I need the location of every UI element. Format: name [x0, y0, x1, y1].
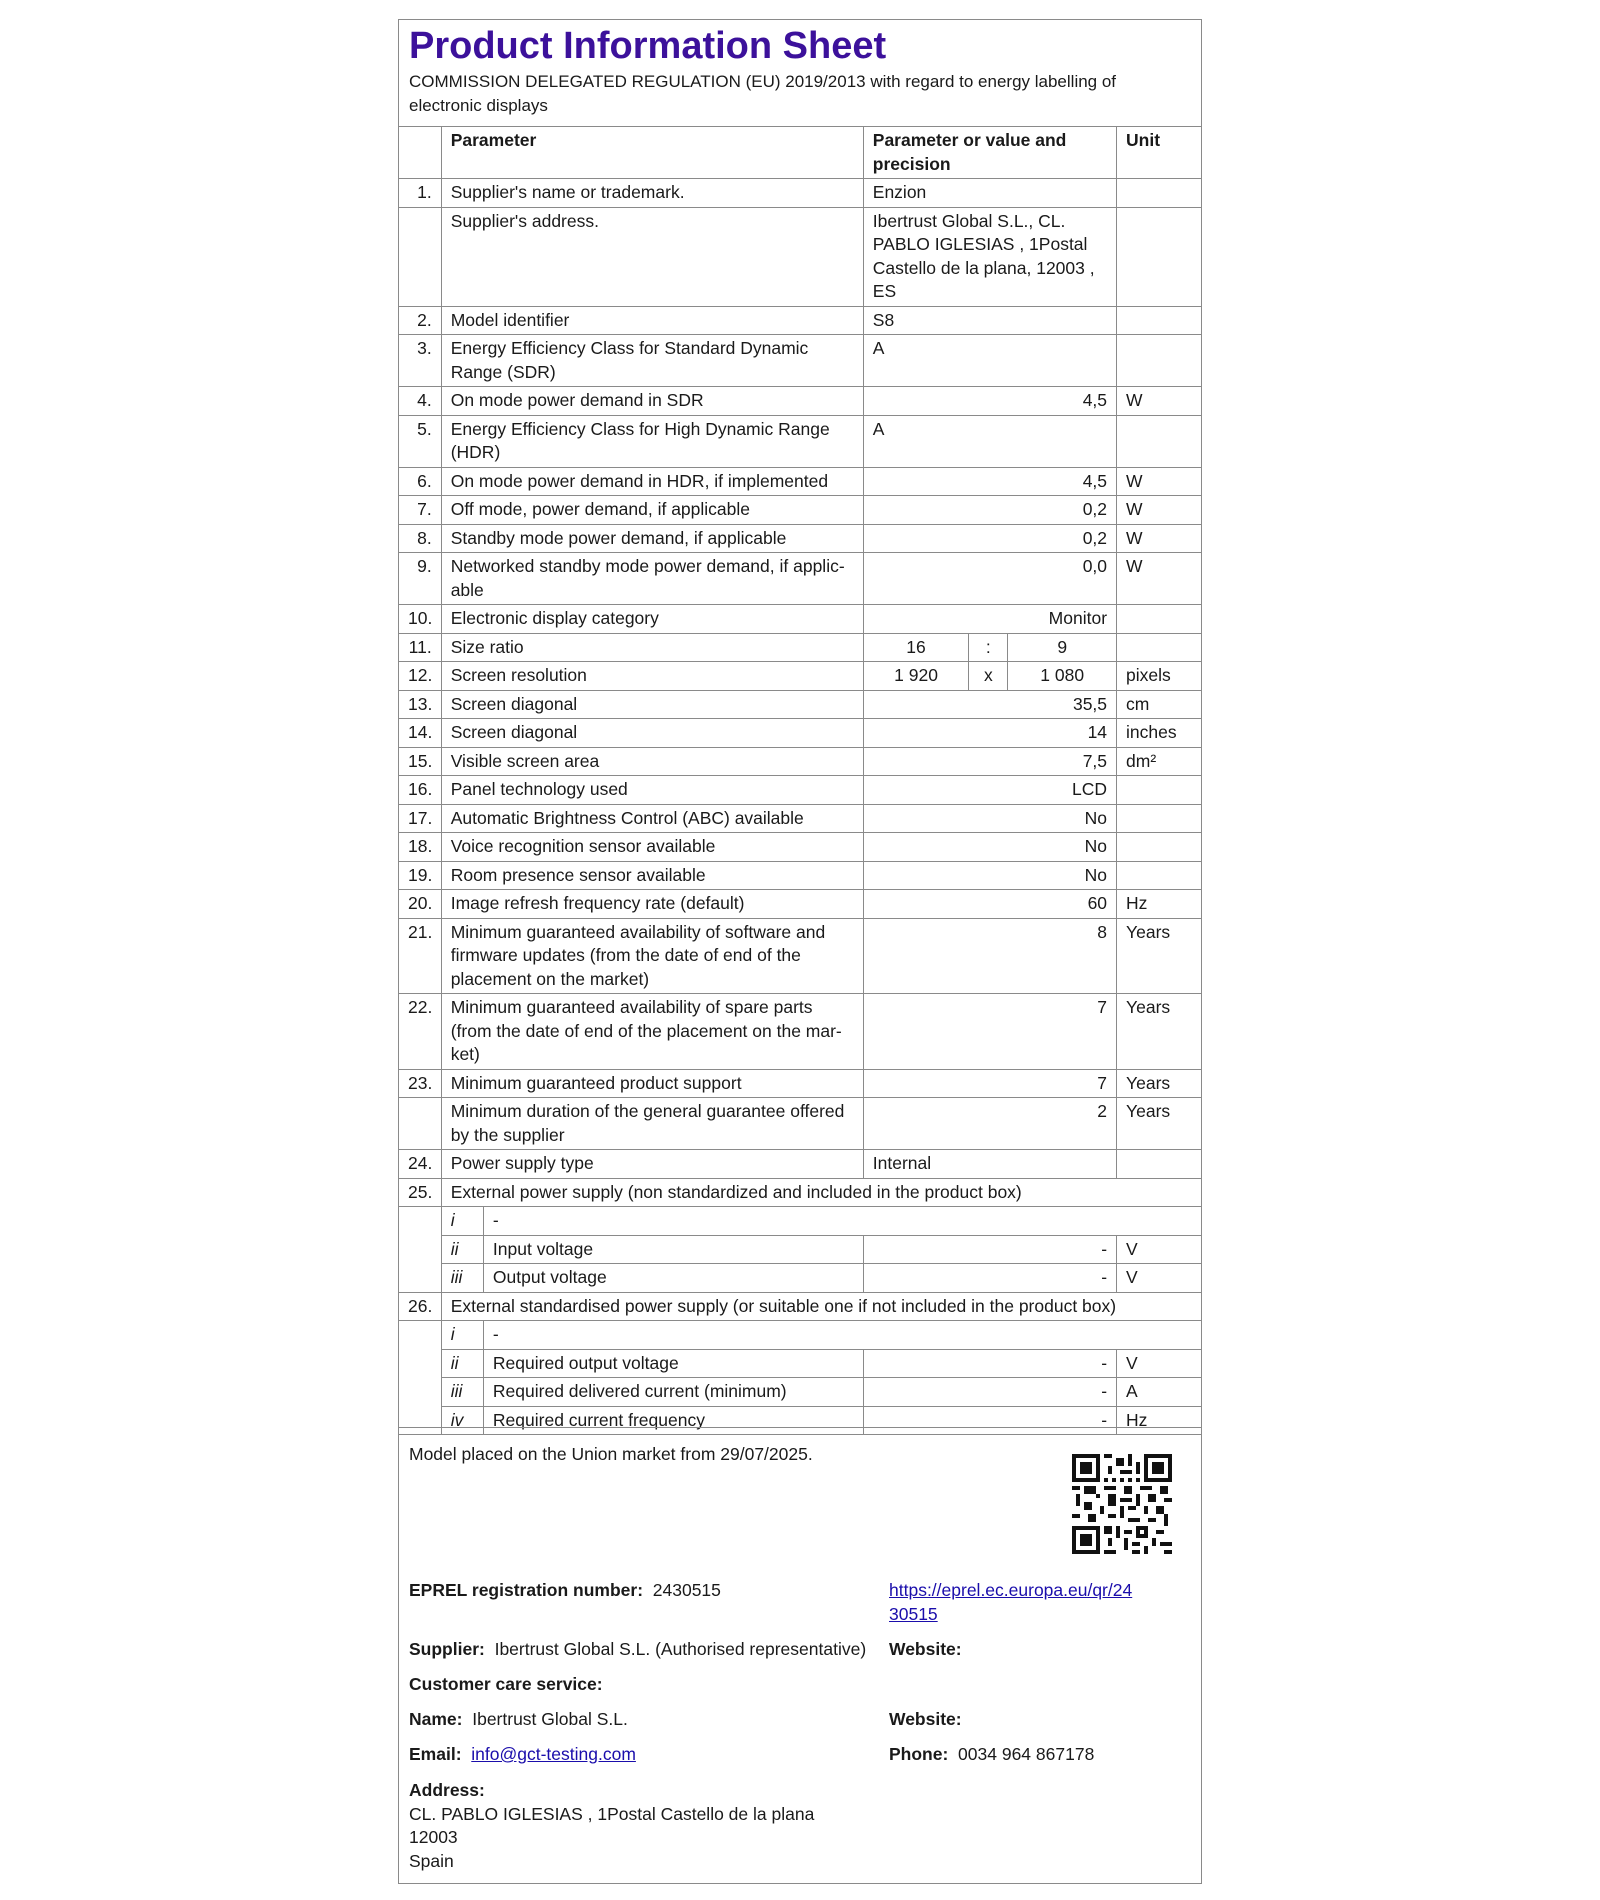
row-number: 4. — [399, 387, 441, 416]
table-row — [399, 633, 1201, 662]
eprel-link-line-1[interactable]: https://eprel.ec.europa.eu/qr/24 — [889, 1580, 1133, 1600]
row-value: 0,2 — [863, 496, 1116, 525]
sub-row-index: iii — [441, 1378, 483, 1407]
table-row — [399, 306, 1201, 335]
row-value: A — [863, 335, 1116, 387]
phone-line — [889, 1743, 1094, 1767]
table-row — [399, 524, 1201, 553]
address-line-1: CL. PABLO IGLESIAS , 1Postal Castello de la plana — [409, 1803, 815, 1824]
table-row — [399, 804, 1201, 833]
table-row — [399, 747, 1201, 776]
row-parameter: Electronic display category — [441, 605, 863, 634]
row-value: 0,2 — [863, 524, 1116, 553]
sub-row-unit: V — [1117, 1235, 1201, 1264]
row-parameter: Power supply type — [441, 1150, 863, 1179]
table-row — [399, 179, 1201, 208]
sheet-header — [399, 20, 1201, 127]
table-row — [399, 553, 1201, 605]
eprel-number: 2430515 — [652, 1580, 721, 1600]
sub-row-index: ii — [441, 1235, 483, 1264]
sub-row — [399, 1378, 1201, 1407]
table-row — [399, 662, 1201, 691]
row-value: 7 — [863, 994, 1116, 1070]
row-unit — [1117, 804, 1201, 833]
section-row — [399, 1178, 1201, 1207]
table-row — [399, 387, 1201, 416]
row-unit — [1117, 833, 1201, 862]
table-row — [399, 335, 1201, 387]
table-row — [399, 207, 1201, 306]
row-unit: W — [1117, 553, 1201, 605]
row-value: 4,5 — [863, 467, 1116, 496]
address-label: Address: — [409, 1780, 485, 1800]
sub-row-index: iii — [441, 1264, 483, 1293]
sub-row-value: - — [863, 1264, 1116, 1293]
row-value: No — [863, 861, 1116, 890]
table-row — [399, 1069, 1201, 1098]
email-label: Email: — [409, 1744, 462, 1764]
sub-row-unit: V — [1117, 1349, 1201, 1378]
row-unit: pixels — [1117, 662, 1201, 691]
table-row — [399, 1098, 1201, 1150]
row-number: 12. — [399, 662, 441, 691]
product-information-sheet — [398, 19, 1202, 1435]
row-parameter: On mode power demand in SDR — [441, 387, 863, 416]
section-number: 26. — [399, 1292, 441, 1321]
row-parameter: Screen diagonal — [441, 719, 863, 748]
name-value: Ibertrust Global S.L. — [472, 1709, 628, 1729]
row-parameter: Energy Efficiency Class for High Dynamic Range (HDR) — [441, 415, 863, 467]
sub-row-unit: A — [1117, 1378, 1201, 1407]
row-value: 35,5 — [863, 690, 1116, 719]
row-parameter: Screen diagonal — [441, 690, 863, 719]
table-row — [399, 496, 1201, 525]
sub-row-label: Output voltage — [483, 1264, 863, 1293]
eprel-link[interactable] — [889, 1579, 1132, 1626]
row-number: 17. — [399, 804, 441, 833]
row-value: 8 — [863, 918, 1116, 994]
row-value: 7 — [863, 1069, 1116, 1098]
sub-row-value: - — [863, 1406, 1116, 1434]
table-row — [399, 719, 1201, 748]
row-value: S8 — [863, 306, 1116, 335]
website-label-2: Website: — [889, 1709, 962, 1729]
row-number: 15. — [399, 747, 441, 776]
row-unit — [1117, 1150, 1201, 1179]
row-number: 1. — [399, 179, 441, 208]
row-parameter: Networked standby mode power demand, if applic-able — [441, 553, 863, 605]
row-number: 14. — [399, 719, 441, 748]
row-value: 2 — [863, 1098, 1116, 1150]
row-unit: Years — [1117, 994, 1201, 1070]
row-parameter: Minimum guaranteed availability of software and firmware updates (from the date of end of the placement on the market) — [441, 918, 863, 994]
row-parameter: Room presence sensor available — [441, 861, 863, 890]
sheet-title: Product Information Sheet — [409, 25, 887, 67]
section-title: External power supply (non standardized and included in the product box) — [441, 1178, 1201, 1207]
row-parameter: Panel technology used — [441, 776, 863, 805]
row-number: 24. — [399, 1150, 441, 1179]
table-row — [399, 994, 1201, 1070]
row-unit — [1117, 776, 1201, 805]
sub-row-value: - — [863, 1378, 1116, 1407]
row-number: 2. — [399, 306, 441, 335]
sub-row-spacer — [399, 1321, 441, 1350]
row-number: 5. — [399, 415, 441, 467]
qr-code-icon[interactable] — [1072, 1454, 1172, 1554]
table-row — [399, 833, 1201, 862]
row-parameter: Supplier's name or trademark. — [441, 179, 863, 208]
table-row — [399, 776, 1201, 805]
row-parameter: On mode power demand in HDR, if implemented — [441, 467, 863, 496]
row-unit — [1117, 179, 1201, 208]
sub-row-index: i — [441, 1321, 483, 1350]
row-parameter: Model identifier — [441, 306, 863, 335]
row-value: LCD — [863, 776, 1116, 805]
row-parameter: Image refresh frequency rate (default) — [441, 890, 863, 919]
row-value: 0,0 — [863, 553, 1116, 605]
row-number: 6. — [399, 467, 441, 496]
col-parameter-header: Parameter — [441, 127, 863, 179]
sub-row-value: - — [863, 1235, 1116, 1264]
sub-row — [399, 1349, 1201, 1378]
row-number: 16. — [399, 776, 441, 805]
sub-row — [399, 1264, 1201, 1293]
address-line-2: 12003 — [409, 1827, 458, 1847]
section-title: External standardised power supply (or suitable one if not included in the product box) — [441, 1292, 1201, 1321]
row-parameter: Size ratio — [441, 633, 863, 662]
row-value: 60 — [863, 890, 1116, 919]
supplier-line — [409, 1638, 866, 1662]
sub-row-label: Required current frequency — [483, 1406, 863, 1434]
sub-row-label: Required output voltage — [483, 1349, 863, 1378]
section-number: 25. — [399, 1178, 441, 1207]
row-unit: Years — [1117, 1098, 1201, 1150]
sub-row-spacer — [399, 1378, 441, 1407]
row-parameter: Supplier's address. — [441, 207, 863, 306]
row-number — [399, 207, 441, 306]
row-parameter: Voice recognition sensor available — [441, 833, 863, 862]
table-row — [399, 861, 1201, 890]
table-row — [399, 918, 1201, 994]
row-number: 19. — [399, 861, 441, 890]
sub-row-spacer — [399, 1264, 441, 1293]
phone-label: Phone: — [889, 1744, 949, 1764]
row-number — [399, 1098, 441, 1150]
eprel-link-line-2[interactable]: 30515 — [889, 1603, 938, 1624]
eprel-registration — [409, 1579, 721, 1603]
customer-care-label: Customer care service: — [409, 1674, 603, 1694]
phone-value: 0034 964 867178 — [958, 1744, 1095, 1764]
row-value-a: 1 920 — [863, 662, 969, 691]
row-parameter: Automatic Brightness Control (ABC) available — [441, 804, 863, 833]
row-unit — [1117, 207, 1201, 306]
row-value: No — [863, 804, 1116, 833]
row-unit — [1117, 605, 1201, 634]
row-value-b: 9 — [1008, 633, 1117, 662]
row-value-separator: x — [969, 662, 1008, 691]
row-number: 7. — [399, 496, 441, 525]
row-parameter: Off mode, power demand, if applicable — [441, 496, 863, 525]
sub-row — [399, 1321, 1201, 1350]
sub-row-index: i — [441, 1207, 483, 1236]
row-unit: Hz — [1117, 890, 1201, 919]
table-row — [399, 467, 1201, 496]
sub-row-spacer — [399, 1207, 441, 1236]
row-number: 9. — [399, 553, 441, 605]
sub-row-label: - — [483, 1207, 1201, 1236]
row-unit: Years — [1117, 918, 1201, 994]
eprel-label: EPREL registration number: — [409, 1580, 644, 1600]
row-parameter: Minimum guaranteed product support — [441, 1069, 863, 1098]
row-value: Internal — [863, 1150, 1116, 1179]
sub-row-spacer — [399, 1349, 441, 1378]
row-unit: W — [1117, 387, 1201, 416]
row-value-b: 1 080 — [1008, 662, 1117, 691]
row-unit: W — [1117, 496, 1201, 525]
row-number: 3. — [399, 335, 441, 387]
row-number: 10. — [399, 605, 441, 634]
sub-row-spacer — [399, 1235, 441, 1264]
row-value: Monitor — [863, 605, 1116, 634]
row-number: 21. — [399, 918, 441, 994]
row-value: A — [863, 415, 1116, 467]
row-unit — [1117, 335, 1201, 387]
table-row — [399, 605, 1201, 634]
row-unit — [1117, 861, 1201, 890]
row-unit — [1117, 306, 1201, 335]
supplier-label: Supplier: — [409, 1639, 485, 1659]
row-value: 14 — [863, 719, 1116, 748]
row-value: 7,5 — [863, 747, 1116, 776]
row-unit: W — [1117, 467, 1201, 496]
row-value-separator: : — [969, 633, 1008, 662]
sub-row — [399, 1235, 1201, 1264]
sub-row-label: Input voltage — [483, 1235, 863, 1264]
row-number: 22. — [399, 994, 441, 1070]
sub-row — [399, 1207, 1201, 1236]
row-unit: inches — [1117, 719, 1201, 748]
sub-row-index: ii — [441, 1349, 483, 1378]
name-label: Name: — [409, 1709, 463, 1729]
row-number: 18. — [399, 833, 441, 862]
table-header-row — [399, 127, 1201, 179]
website-label: Website: — [889, 1639, 962, 1659]
row-parameter: Energy Efficiency Class for Standard Dynamic Range (SDR) — [441, 335, 863, 387]
section-row — [399, 1292, 1201, 1321]
row-unit — [1117, 633, 1201, 662]
row-number: 20. — [399, 890, 441, 919]
row-number: 11. — [399, 633, 441, 662]
col-value-header: Parameter or value and precision — [863, 127, 1116, 179]
row-parameter: Minimum duration of the general guarantee offered by the supplier — [441, 1098, 863, 1150]
parameters-table — [399, 127, 1201, 1434]
sub-row-unit: Hz — [1117, 1406, 1201, 1434]
address-block — [409, 1779, 814, 1873]
email-link[interactable]: info@gct-testing.com — [471, 1744, 636, 1764]
contact-name-line — [409, 1708, 628, 1732]
address-line-3: Spain — [409, 1850, 454, 1871]
sheet-subtitle: COMMISSION DELEGATED REGULATION (EU) 2019/2013 with regard to energy labelling of electronic displays — [409, 72, 1117, 115]
row-parameter: Screen resolution — [441, 662, 863, 691]
row-number: 13. — [399, 690, 441, 719]
sub-row-value: - — [863, 1349, 1116, 1378]
row-unit: Years — [1117, 1069, 1201, 1098]
sub-row-index: iv — [441, 1406, 483, 1434]
sub-row-unit: V — [1117, 1264, 1201, 1293]
table-row — [399, 1150, 1201, 1179]
row-unit: cm — [1117, 690, 1201, 719]
supplier-value: Ibertrust Global S.L. (Authorised representative) — [494, 1639, 867, 1659]
row-value-a: 16 — [863, 633, 969, 662]
row-parameter: Visible screen area — [441, 747, 863, 776]
sheet-footer — [398, 1427, 1202, 1884]
table-row — [399, 415, 1201, 467]
market-date-text: Model placed on the Union market from 29/07/2025. — [409, 1444, 813, 1464]
row-unit — [1117, 415, 1201, 467]
row-unit: dm² — [1117, 747, 1201, 776]
table-row — [399, 890, 1201, 919]
row-parameter: Standby mode power demand, if applicable — [441, 524, 863, 553]
sub-row-label: Required delivered current (minimum) — [483, 1378, 863, 1407]
sub-row-label: - — [483, 1321, 1201, 1350]
table-row — [399, 690, 1201, 719]
row-value: 4,5 — [863, 387, 1116, 416]
row-value: No — [863, 833, 1116, 862]
row-number: 23. — [399, 1069, 441, 1098]
row-number: 8. — [399, 524, 441, 553]
row-value: Enzion — [863, 179, 1116, 208]
email-line — [409, 1743, 636, 1767]
row-parameter: Minimum guaranteed availability of spare parts (from the date of end of the placement on the mar-ket) — [441, 994, 863, 1070]
row-value: Ibertrust Global S.L., CL. PABLO IGLESIAS , 1Postal Castello de la plana, 12003 , ES — [863, 207, 1116, 306]
col-unit-header: Unit — [1117, 127, 1201, 179]
row-unit: W — [1117, 524, 1201, 553]
